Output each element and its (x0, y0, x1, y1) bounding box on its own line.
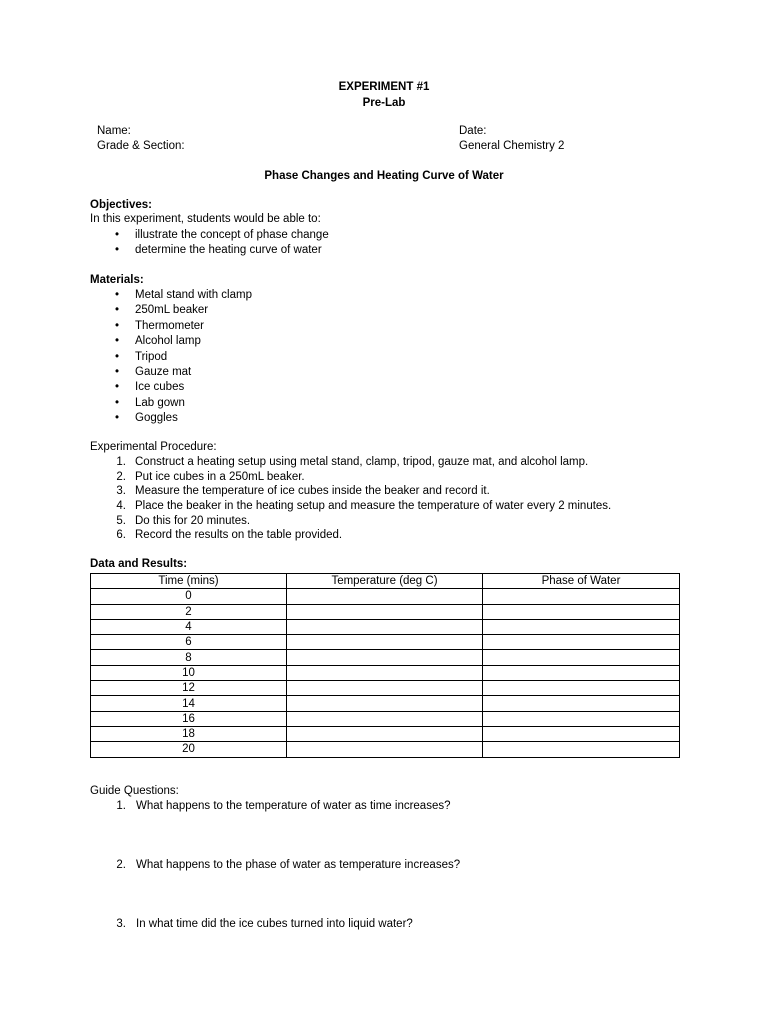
time-cell: 20 (91, 742, 287, 757)
temperature-cell[interactable] (287, 665, 483, 680)
list-item: 2. Put ice cubes in a 250mL beaker. (116, 470, 305, 483)
phase-cell[interactable] (483, 665, 680, 680)
table-row (91, 589, 680, 604)
list-item: • Alcohol lamp (90, 334, 252, 349)
column-header: Phase of Water (483, 574, 680, 589)
table-row (91, 711, 680, 726)
time-cell: 6 (91, 635, 287, 650)
time-cell: 10 (91, 665, 287, 680)
time-cell: 18 (91, 726, 287, 741)
name-label: Name: (97, 125, 131, 137)
phase-cell[interactable] (483, 742, 680, 757)
temperature-cell[interactable] (287, 696, 483, 711)
time-cell: 4 (91, 619, 287, 634)
temperature-cell[interactable] (287, 742, 483, 757)
phase-cell[interactable] (483, 681, 680, 696)
objectives-list (90, 228, 329, 259)
experiment-title: EXPERIMENT #1 (338, 81, 430, 93)
topic-title: Phase Changes and Heating Curve of Water (264, 170, 504, 182)
table-header-row (91, 574, 680, 589)
list-item: • Gauze mat (90, 365, 252, 380)
course-name: General Chemistry 2 (459, 140, 565, 152)
list-item: • Lab gown (90, 396, 252, 411)
time-cell: 2 (91, 604, 287, 619)
time-cell: 12 (91, 681, 287, 696)
materials-heading: Materials: (90, 274, 144, 286)
table-row (91, 665, 680, 680)
results-table (90, 573, 680, 758)
guide-question: 2. What happens to the phase of water as temperature increases? (116, 859, 461, 871)
list-item: 6. Record the results on the table provided. (116, 529, 343, 542)
list-item: 5. Do this for 20 minutes. (116, 514, 251, 527)
bullet-icon: • (115, 396, 120, 409)
time-cell: 8 (91, 650, 287, 665)
list-item: 4. Place the beaker in the heating setup and measure the temperature of water every 2 minutes. (116, 500, 612, 513)
phase-cell[interactable] (483, 604, 680, 619)
table-row (91, 650, 680, 665)
column-header: Time (mins) (91, 574, 287, 589)
list-item: • Tripod (90, 350, 252, 365)
phase-cell[interactable] (483, 635, 680, 650)
temperature-cell[interactable] (287, 711, 483, 726)
table-row (91, 742, 680, 757)
objectives-intro: In this experiment, students would be able to: (90, 213, 321, 225)
bullet-icon: • (115, 304, 120, 317)
time-cell: 0 (91, 589, 287, 604)
time-cell: 14 (91, 696, 287, 711)
table-row (91, 726, 680, 741)
column-header: Temperature (deg C) (287, 574, 483, 589)
table-row (91, 681, 680, 696)
phase-cell[interactable] (483, 726, 680, 741)
temperature-cell[interactable] (287, 619, 483, 634)
temperature-cell[interactable] (287, 604, 483, 619)
list-item: • Ice cubes (90, 380, 252, 395)
table-row (91, 696, 680, 711)
phase-cell[interactable] (483, 619, 680, 634)
guide-question: 3. In what time did the ice cubes turned into liquid water? (116, 918, 413, 930)
list-item: • illustrate the concept of phase change (90, 228, 329, 243)
phase-cell[interactable] (483, 650, 680, 665)
results-heading: Data and Results: (90, 558, 188, 570)
bullet-icon: • (115, 229, 120, 241)
grade-section-label: Grade & Section: (97, 140, 185, 152)
temperature-cell[interactable] (287, 726, 483, 741)
list-item: • 250mL beaker (90, 303, 252, 318)
temperature-cell[interactable] (287, 681, 483, 696)
procedure-heading: Experimental Procedure: (90, 441, 217, 453)
table-row (91, 619, 680, 634)
date-label: Date: (459, 125, 487, 137)
experiment-subtitle: Pre-Lab (362, 97, 406, 109)
list-item: 3. Measure the temperature of ice cubes inside the beaker and record it. (116, 485, 490, 498)
bullet-icon: • (115, 244, 120, 257)
phase-cell[interactable] (483, 696, 680, 711)
guide-questions-heading: Guide Questions: (90, 785, 179, 797)
list-item: • Thermometer (90, 319, 252, 334)
table-row (91, 604, 680, 619)
procedure-list (90, 455, 611, 543)
phase-cell[interactable] (483, 711, 680, 726)
bullet-icon: • (115, 350, 120, 363)
temperature-cell[interactable] (287, 589, 483, 604)
table-row (91, 635, 680, 650)
time-cell: 16 (91, 711, 287, 726)
bullet-icon: • (115, 289, 120, 301)
bullet-icon: • (115, 335, 120, 348)
temperature-cell[interactable] (287, 650, 483, 665)
list-item: • Metal stand with clamp (90, 288, 252, 303)
bullet-icon: • (115, 319, 120, 332)
temperature-cell[interactable] (287, 635, 483, 650)
list-item: 1. Construct a heating setup using metal stand, clamp, tripod, gauze mat, and alcohol lamp. (116, 456, 589, 468)
guide-question: 1. What happens to the temperature of water as time increases? (116, 800, 451, 812)
materials-list (90, 288, 252, 427)
bullet-icon: • (115, 381, 120, 394)
bullet-icon: • (115, 412, 120, 425)
list-item: • determine the heating curve of water (90, 243, 329, 258)
objectives-heading: Objectives: (90, 199, 152, 211)
bullet-icon: • (115, 365, 120, 378)
list-item: • Goggles (90, 411, 252, 426)
phase-cell[interactable] (483, 589, 680, 604)
